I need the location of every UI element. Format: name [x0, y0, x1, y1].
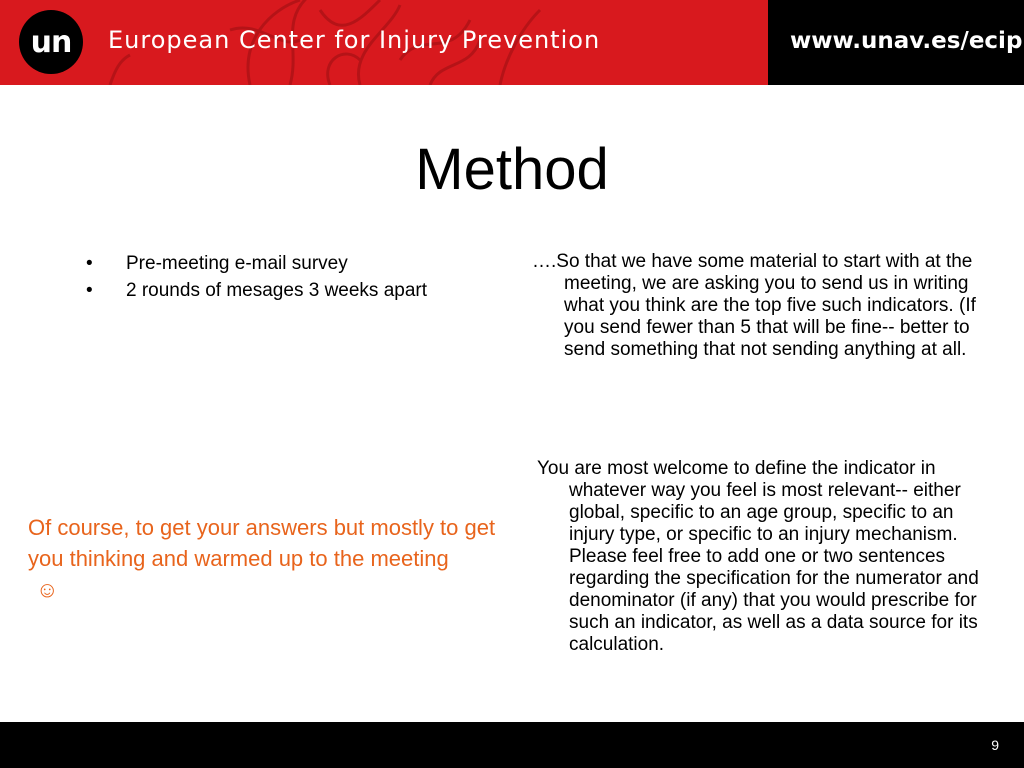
note-text: Of course, to get your answers but mostly to get you thinking and warmed up to the meeting	[28, 515, 496, 571]
header-red-band	[0, 0, 768, 85]
logo	[19, 10, 83, 74]
organization-name: European Center for Injury Prevention	[108, 26, 601, 54]
page-number: 9	[991, 737, 999, 753]
bullet-text: 2 rounds of mesages 3 weeks apart	[126, 280, 428, 301]
paragraph-indicator-definition: You are most welcome to define the indicator in whatever way you feel is most relevant-- either global, specific to an age group, specific to an injury type, or specific to an injury mechanism. Please feel free to add one or two sentences regarding the specification for the numerator and denominator (if any) that you would prescribe for such an indicator, as well as a data source for its calculation.	[537, 458, 979, 655]
header-banner	[0, 0, 1024, 85]
slide-title: Method	[415, 137, 609, 202]
orange-note	[28, 512, 508, 605]
bullet-list	[80, 250, 520, 304]
smiley-icon: ☺	[36, 577, 59, 602]
paragraph-material-request: ….So that we have some material to start with at the meeting, we are asking you to send us in writing what you think are the top five such indicators. (If you send fewer than 5 that will be fine-- better to send something that not sending anything at all.	[532, 251, 976, 360]
logo-text: un	[30, 24, 72, 60]
website-url[interactable]: www.unav.es/ecip	[790, 28, 1023, 54]
list-item	[80, 277, 520, 304]
bullet-text: Pre-meeting e-mail survey	[126, 253, 348, 274]
bullet-icon: •	[86, 253, 93, 274]
list-item	[80, 250, 520, 277]
bullet-icon: •	[86, 280, 93, 301]
footer-bar	[0, 722, 1024, 768]
